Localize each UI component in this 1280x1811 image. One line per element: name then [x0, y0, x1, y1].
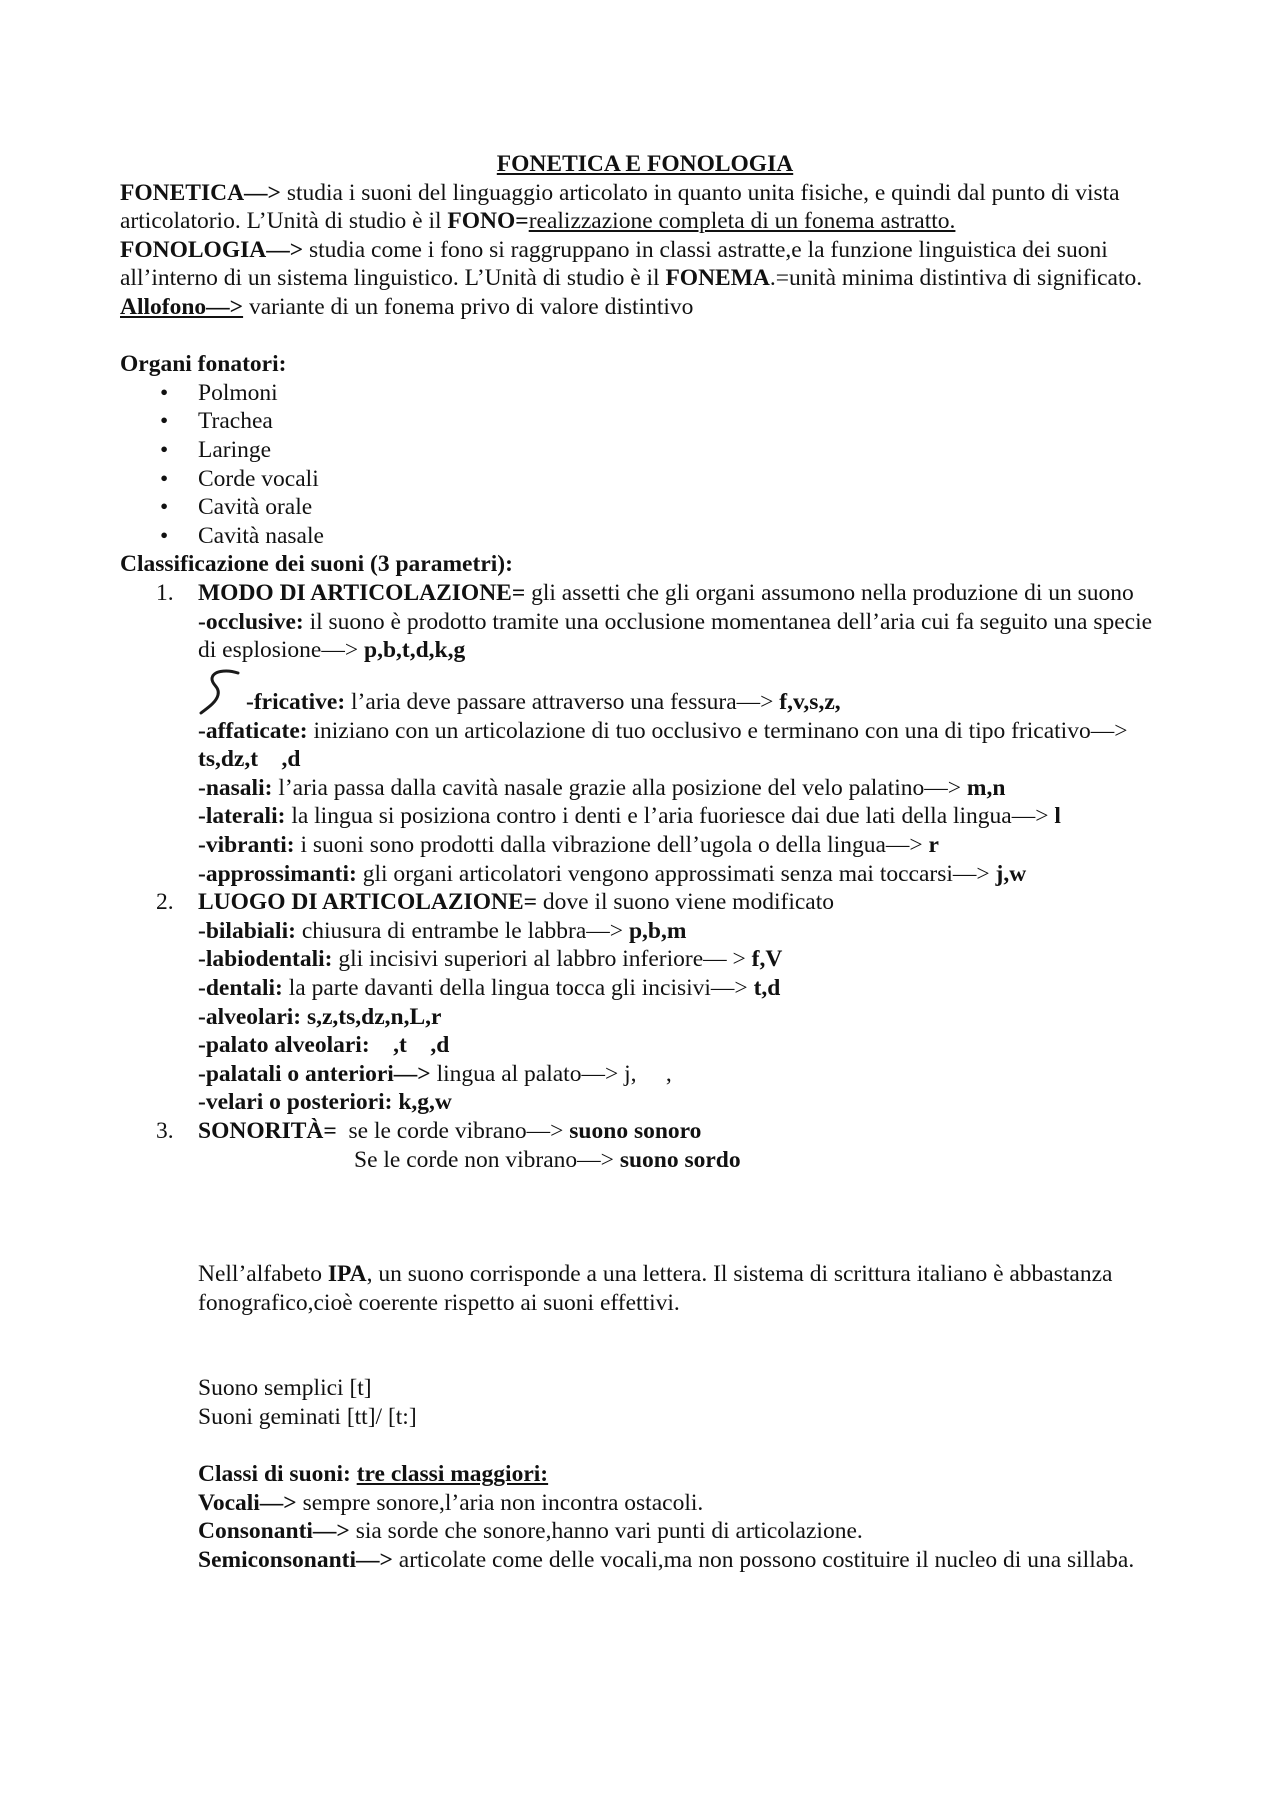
modo-nasali	[198, 774, 1170, 803]
fonema-term: FONEMA	[665, 265, 770, 292]
sub-text: gli incisivi superiori al labbro inferiore— >	[332, 946, 752, 973]
sub-text: l’aria deve passare attraverso una fessura—>	[345, 689, 780, 716]
sub-term: -laterali:	[198, 803, 286, 830]
list-item	[120, 522, 1170, 551]
sub-text: gli organi articolatori vengono approssimati senza mai toccarsi—>	[356, 860, 996, 887]
modo-term: MODO DI ARTICOLAZIONE=	[198, 579, 526, 606]
sub-sounds: f,V	[751, 946, 783, 973]
sub-sounds: r	[928, 832, 939, 859]
classi-text: sempre sonore,l’aria non incontra ostacoli.	[296, 1489, 704, 1516]
fonetica-text: studia i suoni del linguaggio articolato in quanto unita fisiche, e quindi dal punto di vista articolatorio. L’Unità di studio è il	[120, 179, 1120, 235]
sub-sounds: ,t ,d	[393, 1032, 450, 1059]
list-item	[120, 407, 1170, 436]
ipa-text-a: Nell’alfabeto	[198, 1261, 328, 1288]
sub-text: la parte davanti della lingua tocca gli incisivi—>	[282, 975, 754, 1002]
sub-term: -vibranti:	[198, 832, 295, 859]
classi-text: articolate come delle vocali,ma non possono costituire il nucleo di una sillaba.	[392, 1546, 1135, 1573]
sub-sounds: p,b,m	[628, 917, 687, 944]
luogo-velari: -velari o posteriori: k,g,w	[198, 1089, 452, 1116]
sub-sounds: m,n	[966, 774, 1006, 801]
bullet-icon: •	[160, 465, 169, 492]
luogo-item	[120, 888, 1170, 1117]
sub-sounds: p,b,t,d,k,g	[364, 637, 466, 664]
sonorita-line1-bold: suono sonoro	[569, 1118, 702, 1144]
sonorita-line1-text: se le corde vibrano—>	[336, 1118, 570, 1144]
suoni-geminati: Suoni geminati [tt]/ [t:]	[198, 1403, 417, 1430]
fonologia-paragraph	[120, 236, 1170, 293]
document-content	[120, 150, 1170, 1575]
list-number: 1.	[156, 579, 174, 606]
classificazione-list	[120, 579, 1170, 1174]
luogo-palatali	[198, 1060, 1170, 1089]
handwritten-squiggle-icon	[198, 667, 242, 717]
sub-term: -approssimanti:	[198, 860, 357, 887]
sub-text	[370, 1032, 394, 1058]
list-item-label: Corde vocali	[198, 465, 319, 492]
sub-sounds: l	[1054, 803, 1061, 830]
classi-vocali	[120, 1489, 1170, 1518]
list-item-label: Polmoni	[198, 379, 278, 406]
modo-affaticate	[198, 717, 1170, 774]
sub-text: i suoni sono prodotti dalla vibrazione dell’ugola o della lingua—>	[294, 832, 929, 859]
ipa-text-c: , un suono corrisponde a una lettera. Il sistema di scrittura italiano è abbastanza fonografico,cioè coerente rispetto ai suoni effettivi.	[198, 1261, 1113, 1316]
modo-fricative	[198, 667, 1170, 717]
bullet-icon: •	[160, 494, 169, 521]
sub-term: -affaticate:	[198, 717, 308, 744]
sonorita-line2	[198, 1146, 1170, 1175]
sub-sounds: t,d	[753, 975, 781, 1002]
classi-heading-b: tre classi maggiori:	[356, 1461, 549, 1488]
sonorita-line2-bold: suono sordo	[619, 1146, 741, 1173]
fonologia-text: studia come i fono si raggruppano in classi astratte,e la funzione linguistica dei suoni all’interno di un sistema linguistico. L’Unità di studio è il	[120, 236, 1108, 292]
fonologia-term: FONOLOGIA—>	[120, 236, 304, 263]
sonorita-line2-text: Se le corde non vibrano—>	[354, 1146, 620, 1173]
ipa-paragraph	[120, 1260, 1170, 1317]
list-item-label: Cavità orale	[198, 494, 313, 521]
list-item	[120, 493, 1170, 522]
organi-list	[120, 379, 1170, 551]
list-item	[120, 436, 1170, 465]
luogo-palato-alveolari	[198, 1031, 1170, 1060]
classi-heading	[120, 1460, 1170, 1489]
sub-text: il suono è prodotto tramite una occlusione momentanea dell’aria cui fa seguito una specie di esplosione—>	[198, 608, 1153, 664]
sub-sounds: j,w	[995, 860, 1027, 887]
fono-definition: realizzazione completa di un fonema astratto.	[528, 208, 956, 235]
list-item-label: Cavità nasale	[198, 522, 324, 549]
list-number: 3.	[156, 1118, 174, 1144]
sub-sounds: ts,dz,t ,d	[198, 746, 301, 773]
sub-term: -labiodentali:	[198, 946, 333, 973]
sub-term: -palato alveolari:	[198, 1032, 370, 1059]
modo-item	[120, 579, 1170, 888]
list-item-label: Trachea	[198, 408, 273, 435]
classi-term: Vocali—>	[198, 1489, 297, 1516]
sonorita-term: SONORITÀ=	[198, 1118, 337, 1144]
luogo-term: LUOGO DI ARTICOLAZIONE=	[198, 889, 538, 916]
classi-term: Consonanti—>	[198, 1518, 350, 1545]
sub-term: -palatali o anteriori—>	[198, 1060, 431, 1087]
sub-text: iniziano con un articolazione di tuo occlusivo e terminano con una di tipo fricativo—>	[307, 717, 1128, 744]
spacer	[120, 1432, 1170, 1461]
sub-term: -fricative:	[246, 689, 346, 716]
modo-text: gli assetti che gli organi assumono nella produzione di un suono	[525, 579, 1134, 606]
spacer	[120, 1174, 1170, 1260]
allofono-text: variante di un fonema privo di valore distintivo	[243, 293, 694, 320]
fono-term: FONO=	[447, 208, 529, 235]
sub-term: -dentali:	[198, 975, 283, 1002]
list-item	[120, 465, 1170, 494]
list-item	[120, 379, 1170, 408]
bullet-icon: •	[160, 522, 169, 549]
allofono-term: Allofono—>	[120, 293, 244, 320]
classi-consonanti	[120, 1517, 1170, 1546]
fonetica-term: FONETICA—>	[120, 179, 281, 206]
luogo-bilabiali	[198, 917, 1170, 946]
page-title: FONETICA E FONOLOGIA	[496, 151, 794, 177]
sub-text: la lingua si posiziona contro i denti e l’aria fuoriesce dai due lati della lingua—>	[285, 803, 1055, 830]
bullet-icon: •	[160, 436, 169, 463]
sub-text: lingua al palato—> j, ,	[430, 1060, 672, 1087]
modo-vibranti	[198, 831, 1170, 860]
fonema-definition: .=unità minima distintiva di significato.	[769, 265, 1143, 292]
sub-text: chiusura di entrambe le labbra—>	[295, 917, 629, 944]
sub-term: -occlusive:	[198, 608, 304, 635]
modo-occlusive	[198, 608, 1170, 665]
sub-term: -nasali:	[198, 774, 273, 801]
sub-text: l’aria passa dalla cavità nasale grazie alla posizione del velo palatino—>	[272, 774, 967, 801]
ipa-term: IPA	[327, 1261, 367, 1288]
luogo-alveolari: -alveolari: s,z,ts,dz,n,L,r	[198, 1003, 442, 1030]
allofono-paragraph	[120, 293, 1170, 322]
spacer	[120, 322, 1170, 351]
sub-sounds: f,v,s,z,	[779, 689, 841, 716]
modo-laterali	[198, 802, 1170, 831]
luogo-dentali	[198, 974, 1170, 1003]
organi-heading: Organi fonatori:	[120, 351, 287, 378]
spacer	[120, 1317, 1170, 1374]
luogo-labiodentali	[198, 945, 1170, 974]
classi-text: sia sorde che sonore,hanno vari punti di articolazione.	[349, 1518, 863, 1545]
list-number: 2.	[156, 889, 174, 916]
list-item-label: Laringe	[198, 436, 272, 463]
modo-approssimanti	[198, 860, 1170, 889]
classi-semiconsonanti	[120, 1546, 1170, 1575]
bullet-icon: •	[160, 379, 169, 406]
sub-term: -bilabiali:	[198, 917, 296, 944]
fonetica-paragraph	[120, 179, 1170, 236]
bullet-icon: •	[160, 408, 169, 435]
classi-heading-a: Classi di suoni:	[198, 1461, 357, 1488]
luogo-text: dove il suono viene modificato	[537, 889, 834, 916]
classificazione-heading: Classificazione dei suoni (3 parametri):	[120, 551, 513, 578]
suoni-semplici: Suono semplici [t]	[198, 1375, 372, 1402]
sonorita-item	[120, 1117, 1170, 1174]
classi-term: Semiconsonanti—>	[198, 1546, 393, 1573]
